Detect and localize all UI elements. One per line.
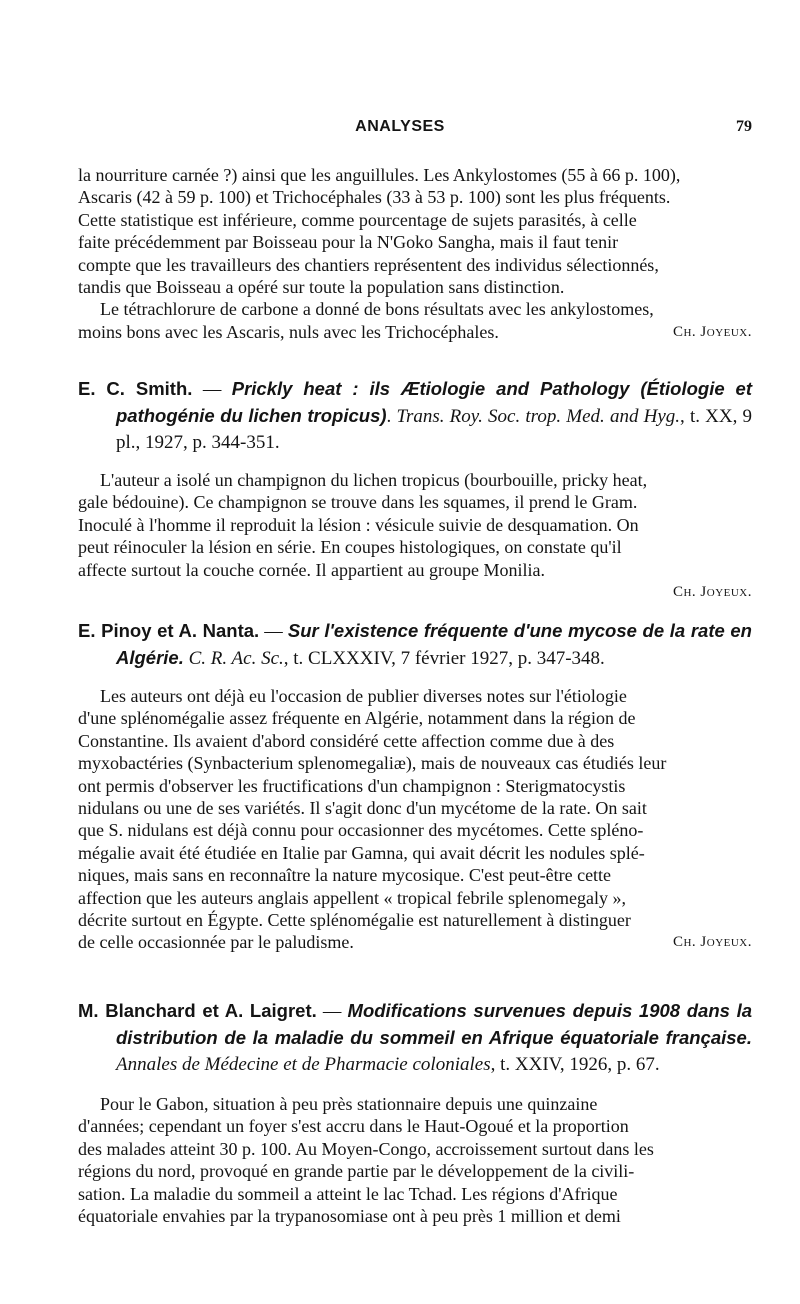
text-line: d'années; cependant un foyer s'est accru dans le Haut-Ogoué et la proportion xyxy=(78,1116,629,1137)
text-line: L'auteur a isolé un champignon du lichen tropicus (bourbouille, pricky heat, xyxy=(100,470,648,490)
page-header xyxy=(0,118,800,142)
article-title: Sur l'existence fréquente d'une mycose de la rate en Algérie. xyxy=(116,620,752,668)
text-line: Ascaris (42 à 59 p. 100) et Trichocéphales (33 à 53 p. 100) sont les plus fréquents. xyxy=(78,187,671,208)
text-line: la nourriture carnée ?) ainsi que les anguillules. Les Ankylostomes (55 à 66 p. 100), xyxy=(78,165,681,185)
signature: Ch. Joyeux. xyxy=(672,323,752,340)
text-line: affecte surtout la couche cornée. Il appartient au groupe Monilia. xyxy=(78,559,545,580)
dash: — xyxy=(192,380,232,400)
text-line xyxy=(78,931,752,953)
text-line: Inoculé à l'homme il reproduit la lésion : vésicule suivie de desquamation. On xyxy=(78,514,639,535)
journal-source: Annales de Médecine et de Pharmacie coloniales xyxy=(116,1054,491,1075)
signature: Ch. Joyeux. xyxy=(672,584,752,601)
reference-heading xyxy=(78,618,752,671)
text-line: myxobactéries (Synbacterium splenomegaliæ), mais de nouveaux cas étudiés leur xyxy=(78,753,667,774)
text-line: affection que les auteurs anglais appellent « tropical febrile splenomegaly », xyxy=(78,887,626,908)
article-title: Prickly heat : ils Ætiologie and Pathology (Étiologie et pathogénie du lichen tropicus) xyxy=(116,378,753,426)
text-line: Les auteurs ont déjà eu l'occasion de publier diverses notes sur l'étiologie xyxy=(100,686,627,706)
reference-details: , t. XXIV, 1926, p. 67. xyxy=(490,1054,660,1075)
text-line: niques, mais sans en reconnaître la nature mycosique. C'est peut-être cette xyxy=(78,865,612,886)
continued-analysis xyxy=(78,164,752,343)
text-line: équatoriale envahies par la trypanosomiase ont à peu près 1 million et demi xyxy=(78,1206,621,1227)
author: E. C. Smith. xyxy=(78,378,193,399)
text-line: ont permis d'observer les fructifications d'un champignon : Sterigmatocystis xyxy=(78,775,626,796)
article-title: Modifications survenues depuis 1908 dans la distribution de la maladie du sommeil en Afrique équatoriale française. xyxy=(116,1000,752,1048)
text-line: nidulans ou une de ses variétés. Il s'agit donc d'un mycétome de la rate. On sait xyxy=(78,798,647,819)
journal-source: C. R. Ac. Sc. xyxy=(183,648,284,669)
reference-heading xyxy=(78,998,752,1077)
text-line: sation. La maladie du sommeil a atteint le lac Tchad. Les régions d'Afrique xyxy=(78,1183,618,1204)
text-line: gale bédouine). Ce champignon se trouve dans les squames, il prend le Gram. xyxy=(78,492,638,513)
text-line: décrite surtout en Égypte. Cette splénomégalie est naturellement à distinguer xyxy=(78,910,631,931)
analysis-body xyxy=(78,685,752,954)
journal-source: Trans. Roy. Soc. trop. Med. and Hyg. xyxy=(391,406,681,427)
text-line: tandis que Boisseau a opéré sur toute la population sans distinction. xyxy=(78,277,565,298)
text-line: Constantine. Ils avaient d'abord considéré cette affection comme due à des xyxy=(78,730,615,751)
text-line: peut réinoculer la lésion en série. En coupes histologiques, on constate qu'il xyxy=(78,537,622,558)
reference-details: , t. XX, 9 pl., 1927, p. 344-351. xyxy=(116,406,752,453)
reference-heading xyxy=(78,376,752,455)
analysis-smith xyxy=(78,376,752,603)
paragraph-continued xyxy=(78,164,752,298)
dash: — xyxy=(316,1002,348,1022)
text-line: d'une splénomégalie assez fréquente en Algérie, notamment dans la région de xyxy=(78,708,636,729)
text-line xyxy=(78,321,752,343)
page-number: 79 xyxy=(736,118,752,135)
analysis-body xyxy=(78,1093,752,1227)
text-line: régions du nord, provoqué en grande partie par le développement de la civili- xyxy=(78,1161,635,1182)
text-line: faite précédemment par Boisseau pour la N'Goko Sangha, mais il faut tenir xyxy=(78,232,619,253)
text-line: Le tétrachlorure de carbone a donné de bons résultats avec les ankylostomes, xyxy=(100,299,654,320)
text-line: mégalie avait été étudiée en Italie par Gamna, qui avait décrit les nodules splé- xyxy=(78,842,645,863)
dash: — xyxy=(259,622,288,642)
text-line-content: de celle occasionnée par le paludisme. xyxy=(78,932,354,953)
text-line: compte que les travailleurs des chantiers représentent des individus sélectionnés, xyxy=(78,254,659,275)
title-period: . xyxy=(386,406,392,427)
analysis-pinoy-nanta xyxy=(78,618,752,954)
text-line: des malades atteint 30 p. 100. Au Moyen-Congo, accroissement surtout dans les xyxy=(78,1138,654,1159)
analysis-body xyxy=(78,469,752,581)
text-line: Pour le Gabon, situation à peu près stationnaire depuis une quinzaine xyxy=(100,1094,598,1114)
author: E. Pinoy et A. Nanta. xyxy=(78,620,260,641)
signature: Ch. Joyeux. xyxy=(672,934,752,951)
reference-details: , t. CLXXXIV, 7 février 1927, p. 347-348. xyxy=(283,648,605,669)
text-line: Cette statistique est inférieure, comme pourcentage de sujets parasités, à celle xyxy=(78,209,637,230)
analysis-blanchard-laigret xyxy=(78,998,752,1227)
running-title: ANALYSES xyxy=(355,118,445,135)
text-line: que S. nidulans est déjà connu pour occasionner des mycétomes. Cette spléno- xyxy=(78,820,644,841)
author: M. Blanchard et A. Laigret. xyxy=(78,1000,317,1021)
text-line-content: moins bons avec les Ascaris, nuls avec les Trichocéphales. xyxy=(78,321,499,342)
paragraph-tetrachlorure xyxy=(78,298,752,343)
